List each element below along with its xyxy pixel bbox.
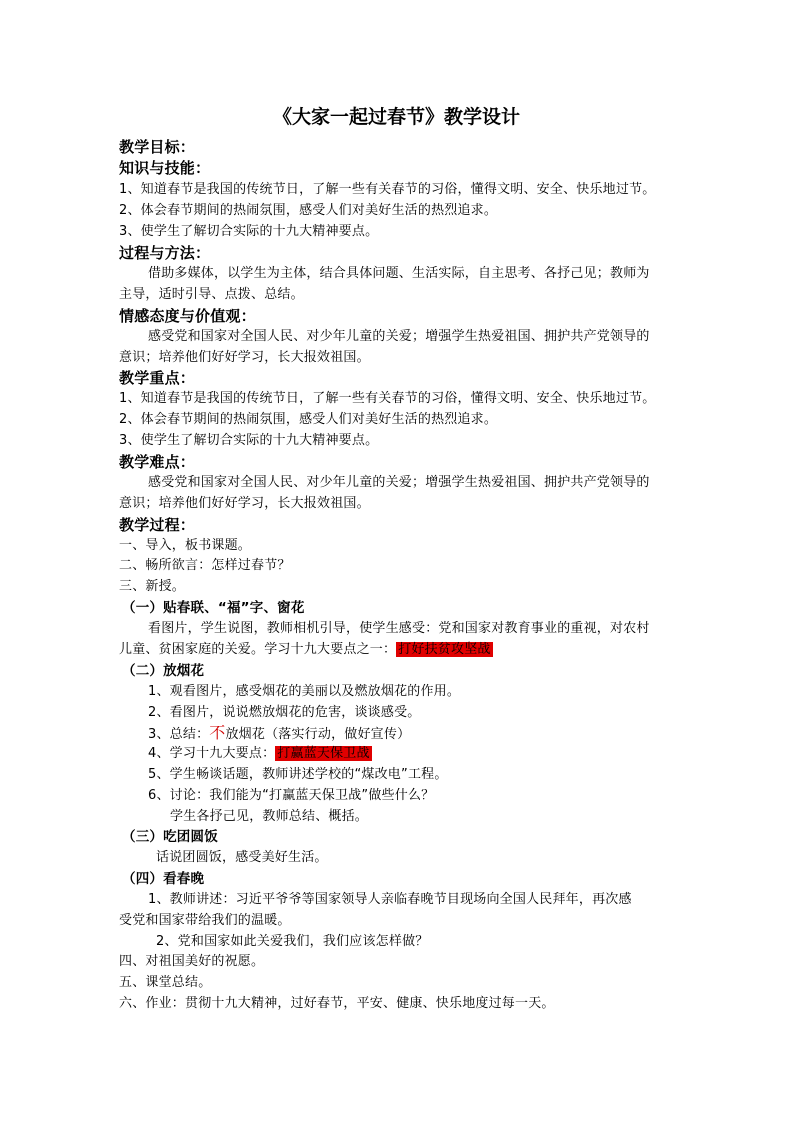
final-step: 六、作业：贯彻十九大精神，过好春节，平安、健康、快乐地度过每一天。: [119, 996, 555, 1011]
part1-text-line: [119, 640, 493, 660]
part2-heading: （二）放烟花: [122, 663, 205, 679]
part4-text: 2、党和国家如此关爱我们，我们应该怎样做？: [156, 934, 429, 949]
process-method-text: 借助多媒体，以学生为主体，结合具体问题、生活实际，自主思考、各抒己见；教师为: [148, 266, 650, 281]
key-point-item: 2、体会春节期间的热闹氛围，感受人们对美好生活的热烈追求。: [119, 412, 498, 427]
part2-item: 6、讨论：我们能为“打赢蓝天保卫战”做些什么？: [148, 788, 435, 803]
knowledge-item: 1、知道春节是我国的传统节日，了解一些有关春节的习俗，懂得文明、安全、快乐地过节。: [119, 182, 656, 197]
part2-item4-highlight: 打赢蓝天保卫战: [277, 746, 370, 761]
key-point-item: 1、知道春节是我国的传统节日，了解一些有关春节的习俗，懂得文明、安全、快乐地过节。: [119, 391, 656, 406]
part2-item-4: [148, 744, 372, 764]
part1-highlight: 打好扶贫攻坚战: [398, 642, 491, 657]
teaching-process-heading: 教学过程：: [119, 516, 196, 534]
key-point-item: 3、使学生了解切合实际的十九大精神要点。: [119, 433, 379, 448]
part4-heading: （四）看春晚: [122, 871, 205, 887]
emotion-heading: 情感态度与价值观：: [119, 307, 256, 325]
emotion-text: 意识；培养他们好好学习，长大报效祖国。: [119, 350, 370, 365]
final-step: 五、课堂总结。: [119, 975, 212, 990]
process-step: 二、畅所欲言：怎样过春节？: [119, 558, 291, 573]
knowledge-item: 2、体会春节期间的热闹氛围，感受人们对美好生活的热烈追求。: [119, 203, 498, 218]
process-step: 一、导入，板书课题。: [119, 538, 252, 553]
final-step: 四、对祖国美好的祝愿。: [119, 954, 265, 969]
goals-heading: 教学目标：: [119, 138, 196, 156]
part2-item4-prefix: 4、学习十九大要点：: [148, 746, 276, 761]
part2-item3-prefix: 3、总结：: [148, 727, 210, 742]
emotion-text: 感受党和国家对全国人民、对少年儿童的关爱；增强学生热爱祖国、拥护共产党领导的: [148, 329, 650, 344]
part4-text: 受党和国家带给我们的温暖。: [119, 913, 291, 928]
part2-item3-rest: 放烟花（落实行动，做好宣传）: [225, 727, 411, 742]
key-points-heading: 教学重点：: [119, 369, 196, 387]
knowledge-heading: 知识与技能：: [119, 159, 211, 177]
part1-text: 看图片，学生说图，教师相机引导，使学生感受：党和国家对教育事业的重视，对农村: [148, 621, 650, 636]
process-step: 三、新授。: [119, 579, 186, 594]
difficulty-text: 意识；培养他们好好学习，长大报效祖国。: [119, 496, 370, 511]
part2-item: 1、观看图片，感受烟花的美丽以及燃放烟花的作用。: [148, 684, 461, 699]
part3-text: 话说团圆饭，感受美好生活。: [156, 850, 328, 865]
part1-text: 儿童、贫困家庭的关爱。学习十九大要点之一：: [119, 642, 397, 657]
part1-heading: （一）贴春联、“福”字、窗花: [122, 600, 305, 616]
part2-item: 学生各抒己见，教师总结、概括。: [170, 809, 369, 824]
difficulty-heading: 教学难点：: [119, 453, 196, 471]
part2-item3-red: 不: [209, 723, 226, 742]
difficulty-text: 感受党和国家对全国人民、对少年儿童的关爱；增强学生热爱祖国、拥护共产党领导的: [148, 475, 650, 490]
process-method-heading: 过程与方法：: [119, 244, 211, 262]
part4-text: 1、教师讲述：习近平爷爷等国家领导人亲临春晚节目现场向全国人民拜年，再次感: [148, 892, 632, 907]
part2-item: 5、学生畅谈话题，教师讲述学校的“煤改电”工程。: [148, 767, 448, 782]
process-method-text: 主导，适时引导、点拨、总结。: [119, 287, 304, 302]
knowledge-item: 3、使学生了解切合实际的十九大精神要点。: [119, 224, 379, 239]
part2-item: 2、看图片，说说燃放烟花的危害，谈谈感受。: [148, 705, 421, 720]
part2-item-3: [148, 723, 410, 745]
part3-heading: （三）吃团圆饭: [122, 829, 218, 845]
document-title: 《大家一起过春节》教学设计: [272, 106, 520, 128]
